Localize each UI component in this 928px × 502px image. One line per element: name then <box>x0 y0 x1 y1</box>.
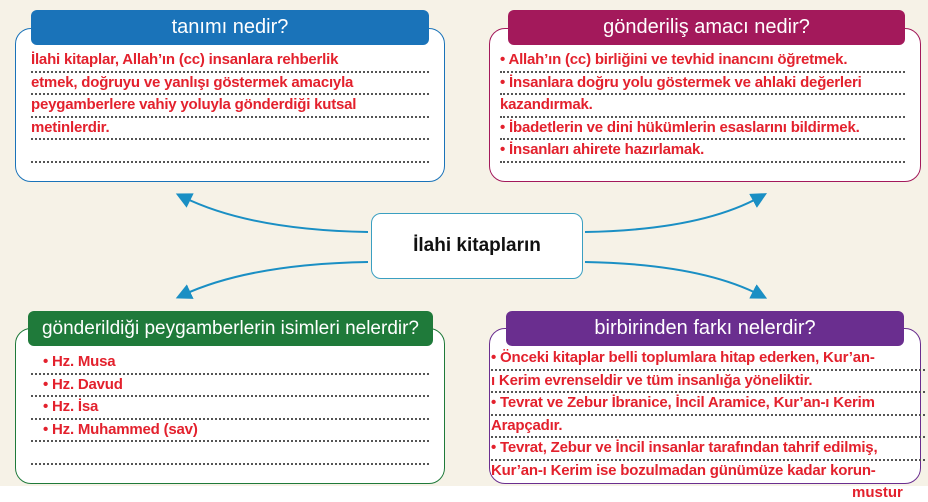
differences-lines <box>491 348 925 481</box>
answer-line: Kur’an-ı Kerim ise bozulmadan günümüze kadar korun- <box>491 461 876 479</box>
answer-line <box>31 140 429 163</box>
differences-header: birbirinden farkı nelerdir? <box>506 311 904 346</box>
answer-line: • Tevrat, Zebur ve İncil insanlar tarafından tahrif edilmiş, <box>491 438 925 461</box>
answer-line: Arapçadır. <box>491 416 925 439</box>
overflow-text: mustur <box>852 484 903 501</box>
answer-line: • Hz. Davud <box>31 375 429 398</box>
answer-line: peygamberlere vahiy yoluyla gönderdiği kutsal <box>31 95 429 118</box>
answer-line: metinlerdir. <box>31 118 429 141</box>
answer-line: • Tevrat ve Zebur İbranice, İncil Aramice, Kur’an-ı Kerim <box>491 393 925 416</box>
answer-line: • Hz. İsa <box>31 397 429 420</box>
answer-line: İlahi kitaplar, Allah’ın (cc) insanlara rehberlik <box>31 50 429 73</box>
answer-line: • Hz. Muhammed (sav) <box>31 420 429 443</box>
answer-line: • İbadetlerin ve dini hükümlerin esaslarını bildirmek. <box>500 118 905 141</box>
arrow-to-definition <box>183 197 368 232</box>
answer-line: ı Kerim evrenseldir ve tüm insanlığa yöneliktir. <box>491 371 925 394</box>
arrow-to-differences <box>585 262 760 295</box>
definition-lines <box>31 50 429 163</box>
prophets-header: gönderildiği peygamberlerin isimleri nelerdir? <box>28 311 433 346</box>
arrow-to-prophets <box>183 262 368 295</box>
definition-header: tanımı nedir? <box>31 10 429 45</box>
purpose-lines <box>500 50 905 163</box>
answer-line: • Önceki kitaplar belli toplumlara hitap ederken, Kur’an- <box>491 348 925 371</box>
answer-line <box>31 442 429 465</box>
answer-line: • İnsanlara doğru yolu göstermek ve ahlaki değerleri <box>500 73 905 96</box>
prophets-lines <box>31 352 429 465</box>
answer-line: etmek, doğruyu ve yanlışı göstermek amacıyla <box>31 73 429 96</box>
answer-line: • İnsanları ahirete hazırlamak. <box>500 140 905 163</box>
answer-line: kazandırmak. <box>500 95 905 118</box>
answer-line: • Allah’ın (cc) birliğini ve tevhid inancını öğretmek. <box>500 50 905 73</box>
arrow-to-purpose <box>585 197 760 232</box>
purpose-header: gönderiliş amacı nedir? <box>508 10 905 45</box>
answer-line: • Hz. Musa <box>31 352 429 375</box>
central-topic: İlahi kitapların <box>371 213 583 279</box>
